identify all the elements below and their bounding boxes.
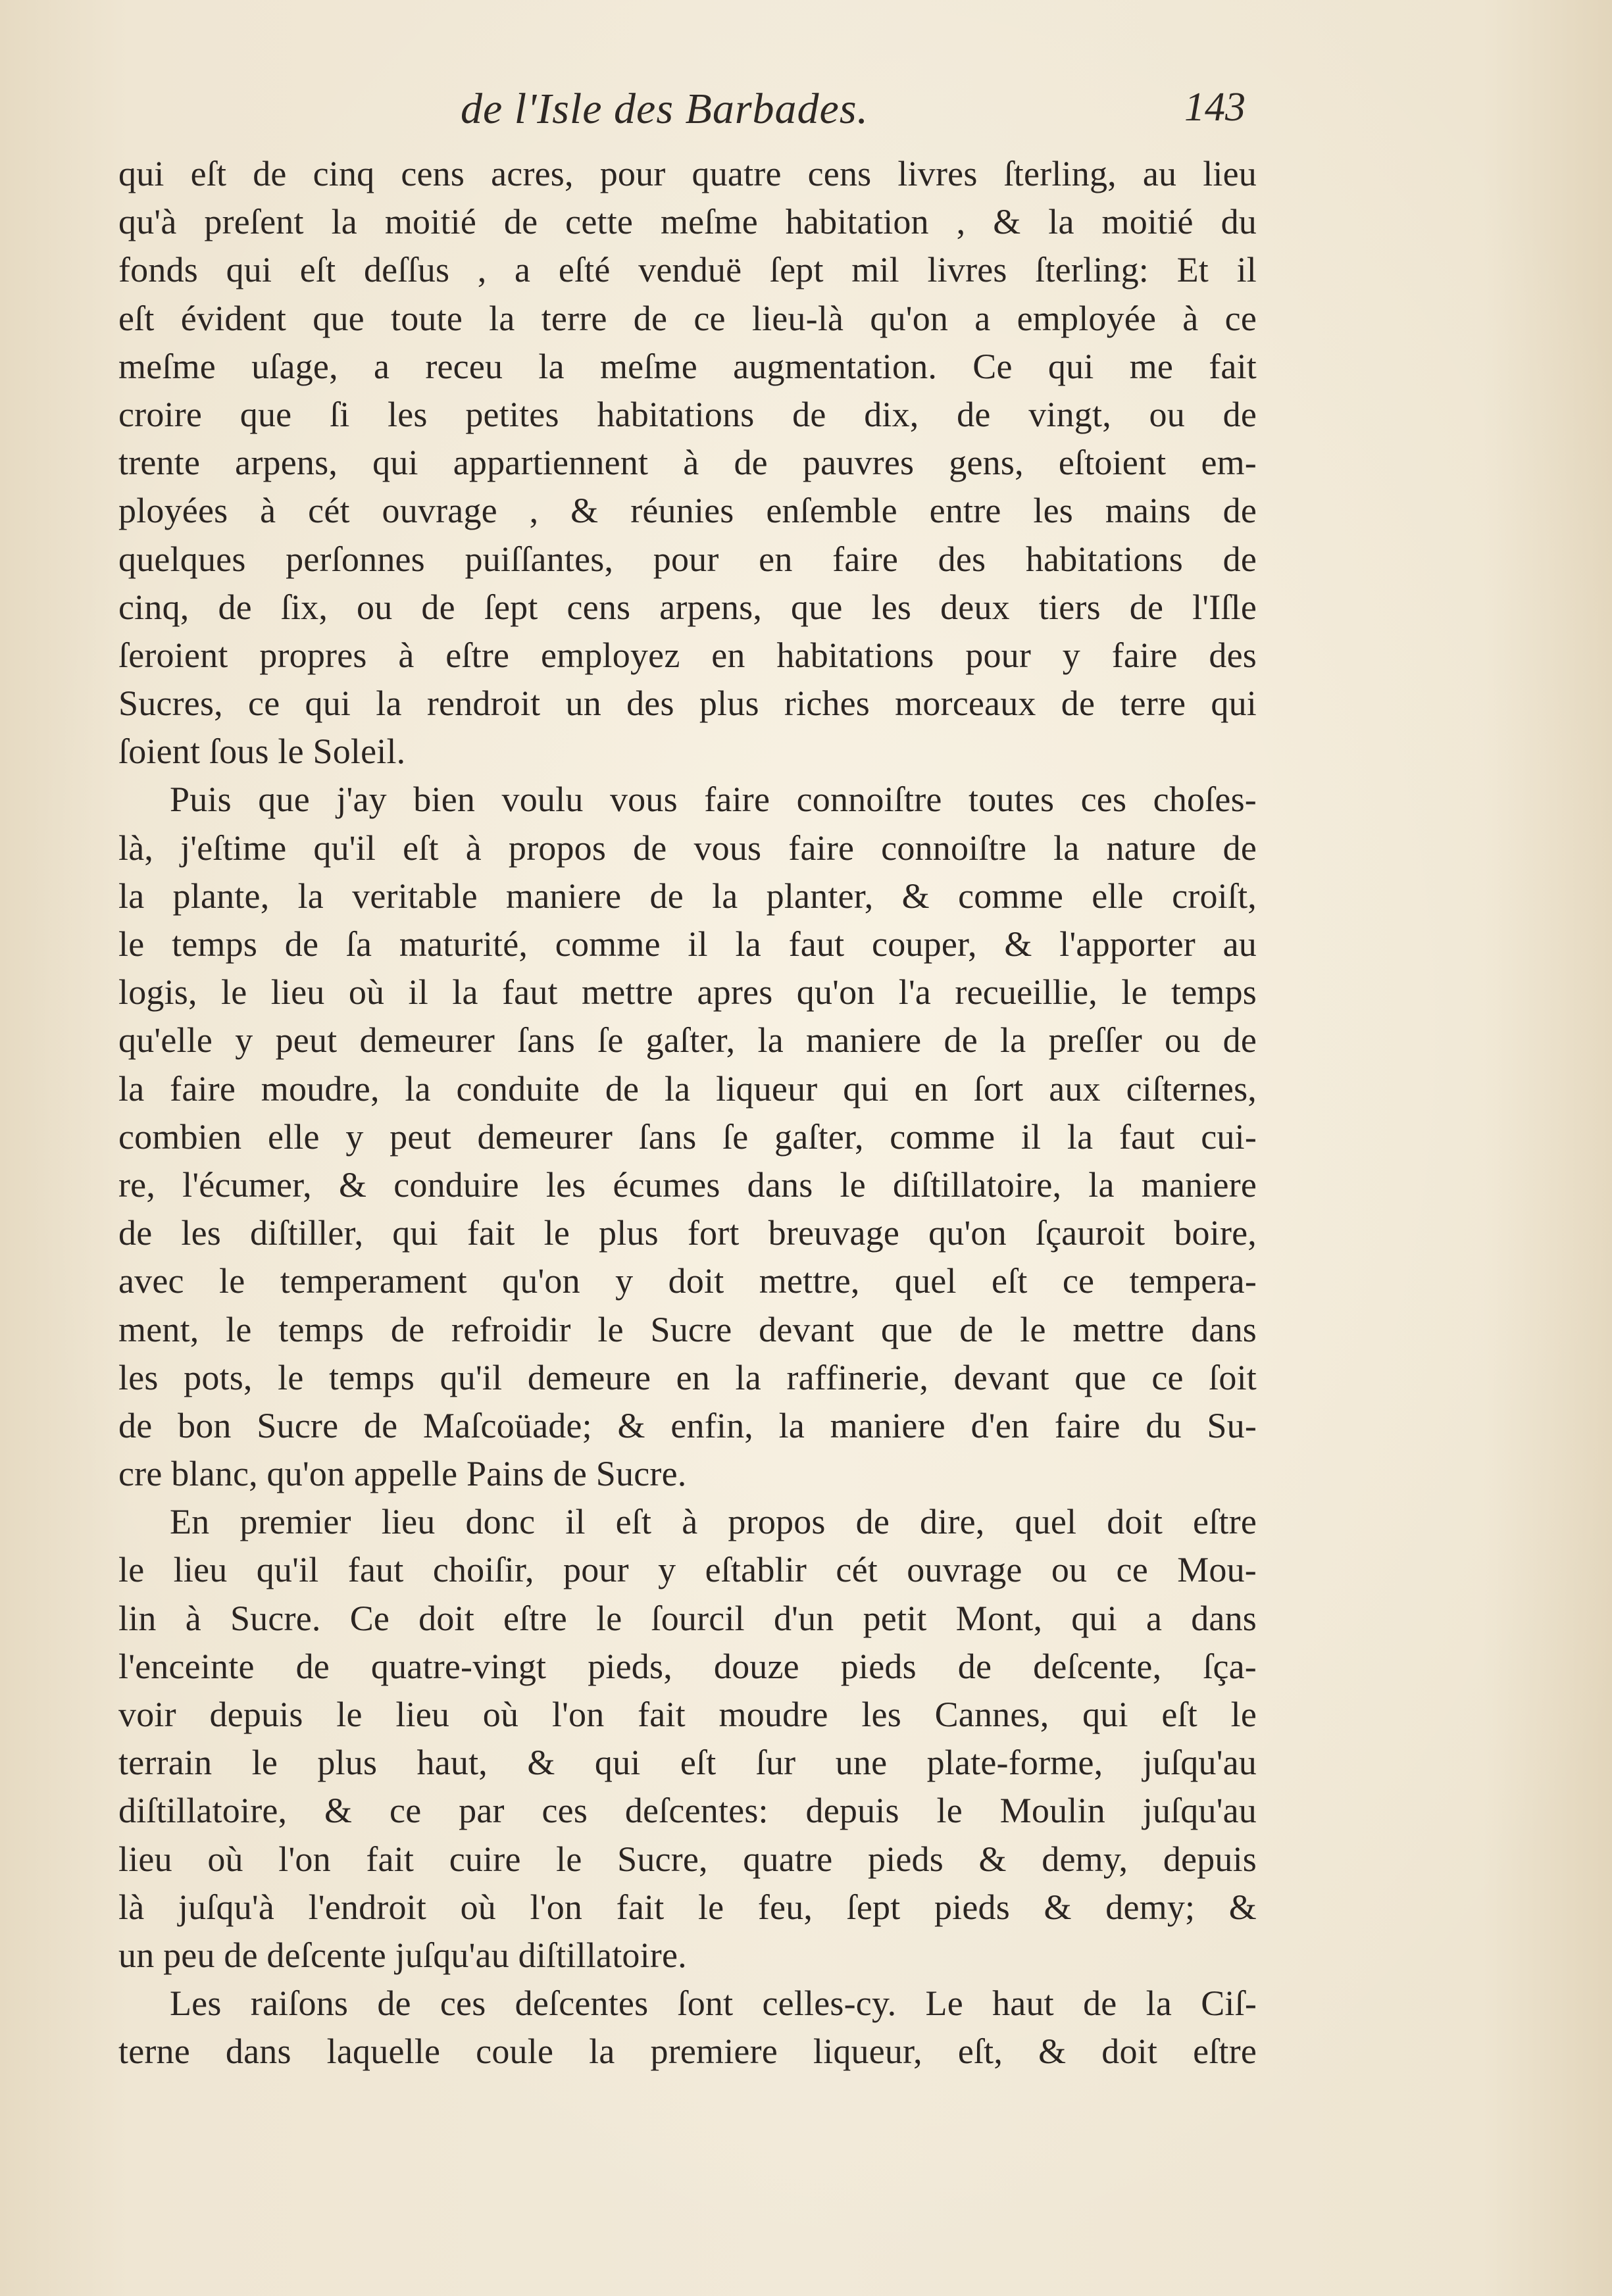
text-line: diſtillatoire, & ce par ces deſcentes: depuis le Moulin juſqu'au [118, 1791, 1257, 1831]
text-line: la plante, la veritable maniere de la planter, & comme elle croiſt, [118, 876, 1257, 916]
text-line: qu'elle y peut demeurer ſans ſe gaſter, la maniere de la preſſer ou de [118, 1020, 1257, 1061]
body-text [118, 150, 1257, 2076]
text-line: lin à Sucre. Ce doit eſtre le ſourcil d'un petit Mont, qui a dans [118, 1598, 1257, 1638]
paragraph-4 [118, 1980, 1257, 2076]
text-line: la faire moudre, la conduite de la liqueur qui en ſort aux ciſternes, [118, 1068, 1257, 1109]
text-line: un peu de deſcente juſqu'au diſtillatoire. [118, 1935, 687, 1975]
text-line: croire que ſi les petites habitations de dix, de vingt, ou de [118, 394, 1257, 434]
text-line: re, l'écumer, & conduire les écumes dans le diſtillatoire, la maniere [118, 1164, 1257, 1205]
text-line: ment, le temps de refroidir le Sucre devant que de le mettre dans [118, 1309, 1257, 1349]
text-line: le temps de ſa maturité, comme il la faut couper, & l'apporter au [118, 924, 1257, 964]
text-line: là juſqu'à l'endroit où l'on fait le feu, ſept pieds & demy; & [118, 1887, 1257, 1927]
text-line: quelques perſonnes puiſſantes, pour en faire des habitations de [118, 539, 1257, 579]
text-line: fonds qui eſt deſſus , a eſté venduë ſept mil livres ſterling: Et il [118, 250, 1257, 290]
text-line: terne dans laquelle coule la premiere liqueur, eſt, & doit eſtre [118, 2032, 1257, 2072]
text-line: terrain le plus haut, & qui eſt ſur une plate-forme, juſqu'au [118, 1743, 1257, 1783]
text-line: voir depuis le lieu où l'on fait moudre les Cannes, qui eſt le [118, 1695, 1257, 1734]
text-line: Les raiſons de ces deſcentes ſont celles-cy. Le haut de la Ciſ- [170, 1984, 1257, 2024]
text-line: logis, le lieu où il la faut mettre apres qu'on l'a recueillie, le temps [118, 972, 1257, 1012]
text-line: le lieu qu'il faut choiſir, pour y eſtablir cét ouvrage ou ce Mou- [118, 1550, 1257, 1590]
text-line: là, j'eſtime qu'il eſt à propos de vous faire connoiſtre la nature de [118, 828, 1257, 868]
text-line: En premier lieu donc il eſt à propos de dire, quel doit eſtre [170, 1502, 1257, 1542]
text-line: avec le temperament qu'on y doit mettre, quel eſt ce tempera- [118, 1261, 1257, 1301]
paragraph-3 [118, 1498, 1257, 1980]
text-line: trente arpens, qui appartiennent à de pauvres gens, eſtoient em- [118, 443, 1257, 483]
text-line: ployées à cét ouvrage , & réunies enſemble entre les mains de [118, 491, 1257, 531]
running-title: de l'Isle des Barbades. [461, 85, 869, 133]
text-line: l'enceinte de quatre-vingt pieds, douze pieds de deſcente, ſça- [118, 1646, 1257, 1686]
text-line: cre blanc, qu'on appelle Pains de Sucre. [118, 1454, 687, 1494]
text-line: combien elle y peut demeurer ſans ſe gaſter, comme il la faut cui- [118, 1116, 1257, 1157]
text-line: les pots, le temps qu'il demeure en la raffinerie, devant que ce ſoit [118, 1357, 1257, 1397]
text-line: lieu où l'on fait cuire le Sucre, quatre pieds & demy, depuis [118, 1839, 1257, 1879]
page-number: 143 [1184, 85, 1246, 130]
text-line: de les diſtiller, qui fait le plus fort breuvage qu'on ſçauroit boire, [118, 1213, 1257, 1253]
text-line: ſeroient propres à eſtre employez en habitations pour y faire des [118, 635, 1257, 675]
text-line: qui eſt de cinq cens acres, pour quatre cens livres ſterling, au lieu [118, 154, 1257, 193]
text-line: Sucres, ce qui la rendroit un des plus riches morceaux de terre qui [118, 684, 1257, 724]
text-line: qu'à preſent la moitié de cette meſme habitation , & la moitié du [118, 202, 1257, 242]
text-line: ſoient ſous le Soleil. [118, 732, 406, 772]
text-line: cinq, de ſix, ou de ſept cens arpens, que les deux tiers de l'Iſle [118, 587, 1257, 627]
text-line: meſme uſage, a receu la meſme augmentation. Ce qui me fait [118, 346, 1257, 386]
paragraph-1 [118, 150, 1257, 776]
text-line: eſt évident que toute la terre de ce lieu-là qu'on a employée à ce [118, 298, 1257, 338]
text-line: de bon Sucre de Maſcoüade; & enfin, la maniere d'en faire du Su- [118, 1405, 1257, 1445]
text-line: Puis que j'ay bien voulu vous faire connoiſtre toutes ces choſes- [170, 780, 1257, 820]
paragraph-2 [118, 776, 1257, 1498]
